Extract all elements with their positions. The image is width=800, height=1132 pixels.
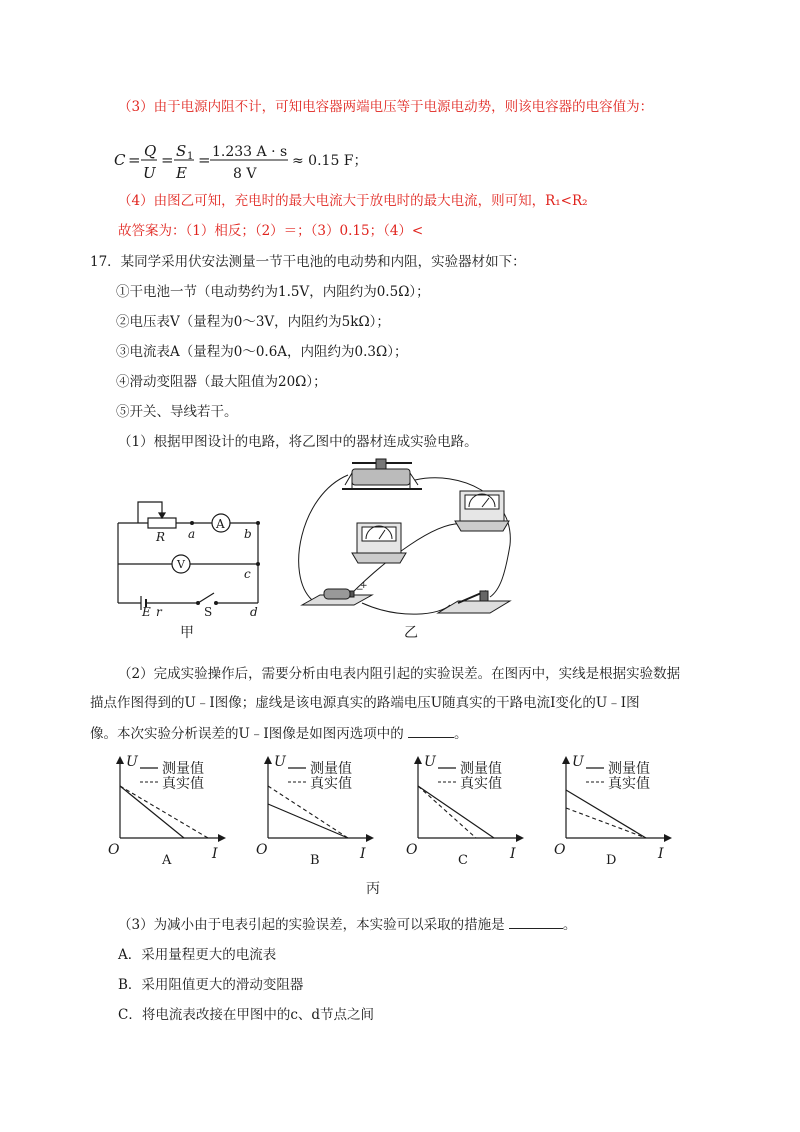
answer-blank-part3[interactable]	[509, 916, 563, 929]
ammeter-symbol-label: A	[216, 517, 225, 531]
axis-u-b: U	[274, 754, 286, 770]
formula-s-sub: 1	[187, 151, 194, 162]
formula-denominator: 8 V	[233, 166, 257, 182]
label-a: a	[188, 527, 196, 541]
choice-b: B．采用阻值更大的滑动变阻器	[118, 977, 304, 993]
answer-part4: （4）由图乙可知，充电时的最大电流大于放电时的最大电流，则可知，R₁<R₂	[118, 193, 588, 209]
svg-text:+: +	[360, 581, 368, 591]
label-r-internal: r	[156, 605, 162, 618]
q17-part2-line2: 描点作图得到的U﹣I图像；虚线是该电源真实的路端电压U随真实的干路电流I变化的U﹣I图	[90, 695, 640, 711]
figure-caption-bing: 丙	[366, 881, 380, 897]
axis-u-c: U	[424, 754, 436, 770]
ui-graphs-bing	[108, 750, 698, 869]
equipment-item-3: ③电流表A（量程为0～0.6A，内阻约为0.3Ω）；	[116, 344, 408, 360]
label-c: c	[244, 567, 251, 581]
q17-stem: 17．某同学采用伏安法测量一节干电池的电动势和内阻，实验器材如下：	[90, 254, 526, 270]
origin-b: O	[256, 842, 268, 858]
origin-d: O	[554, 842, 566, 858]
axis-i-a: I	[212, 846, 218, 862]
svg-text:=: =	[198, 151, 211, 169]
q17-part2-line3: 像。本次实验分析误差的U﹣I图像是如图丙选项中的 。	[90, 726, 468, 742]
formula-result: ≈ 0.15 F；	[292, 153, 368, 169]
q17-part3: （3）为减小由于电表引起的实验误差，本实验可以采取的措施是 。	[118, 917, 577, 933]
figure-caption-jia: 甲	[180, 625, 194, 641]
svg-text:=: =	[161, 151, 174, 169]
q17-part2-line1: （2）完成实验操作后，需要分析由电表内阻引起的实验误差。在图丙中，实线是根据实验数据	[118, 666, 681, 682]
answer-part3: （3）由于电源内阻不计，可知电容器两端电压等于电源电动势，则该电容器的电容值为：	[118, 99, 654, 115]
answer-blank-part2[interactable]	[408, 725, 454, 738]
axis-i-b: I	[360, 846, 366, 862]
legend-measured-d: 测量值	[608, 761, 650, 777]
figure-caption-yi: 乙	[404, 625, 418, 641]
label-b: b	[244, 527, 252, 541]
formula-q: Q	[144, 142, 157, 160]
graph-label-c: C	[458, 853, 468, 865]
axis-i-c: I	[510, 846, 516, 862]
label-s: S	[204, 605, 213, 618]
label-e: E	[142, 605, 151, 618]
formula-c: C	[114, 151, 126, 169]
voltmeter-symbol-label: V	[177, 558, 185, 571]
origin-c: O	[406, 842, 418, 858]
svg-text:−: −	[356, 585, 364, 595]
graph-label-a: A	[162, 853, 172, 865]
label-d: d	[250, 605, 258, 618]
legend-measured-c: 测量值	[460, 761, 502, 777]
axis-u-a: U	[126, 754, 138, 770]
legend-true-c: 真实值	[460, 776, 502, 792]
legend-true-d: 真实值	[608, 776, 650, 792]
formula-u: U	[143, 164, 156, 182]
graph-label-d: D	[606, 853, 617, 865]
equipment-item-1: ①干电池一节（电动势约为1.5V，内阻约为0.5Ω）；	[116, 284, 430, 300]
capacitance-formula	[112, 138, 372, 192]
legend-measured-b: 测量值	[310, 761, 352, 777]
legend-true-b: 真实值	[310, 776, 352, 792]
formula-e: E	[176, 164, 187, 182]
formula-s: S	[176, 142, 187, 160]
origin-a: O	[108, 842, 120, 858]
choice-c: C．将电流表改接在甲图中的c、d节点之间	[118, 1007, 375, 1023]
circuit-diagram-jia	[108, 488, 268, 622]
axis-u-d: U	[572, 754, 584, 770]
axis-i-d: I	[658, 846, 664, 862]
equipment-item-5: ⑤开关、导线若干。	[116, 404, 238, 420]
label-r-resistor: R	[156, 530, 166, 544]
formula-numerator: 1.233 A · s	[212, 144, 288, 160]
svg-text:=: =	[128, 151, 141, 169]
graph-label-b: B	[310, 853, 320, 865]
legend-true-a: 真实值	[162, 776, 204, 792]
legend-measured-a: 测量值	[162, 761, 204, 777]
answer-summary: 故答案为：（1）相反；（2）＝；（3）0.15；（4）<	[118, 223, 424, 239]
equipment-item-2: ②电压表V（量程为0～3V，内阻约为5kΩ）；	[116, 314, 390, 330]
equipment-item-4: ④滑动变阻器（最大阻值为20Ω）；	[116, 374, 327, 390]
apparatus-picture-yi	[290, 455, 540, 624]
choice-a: A．采用量程更大的电流表	[118, 947, 277, 963]
q17-part1: （1）根据甲图设计的电路，将乙图中的器材连成实验电路。	[118, 434, 478, 450]
